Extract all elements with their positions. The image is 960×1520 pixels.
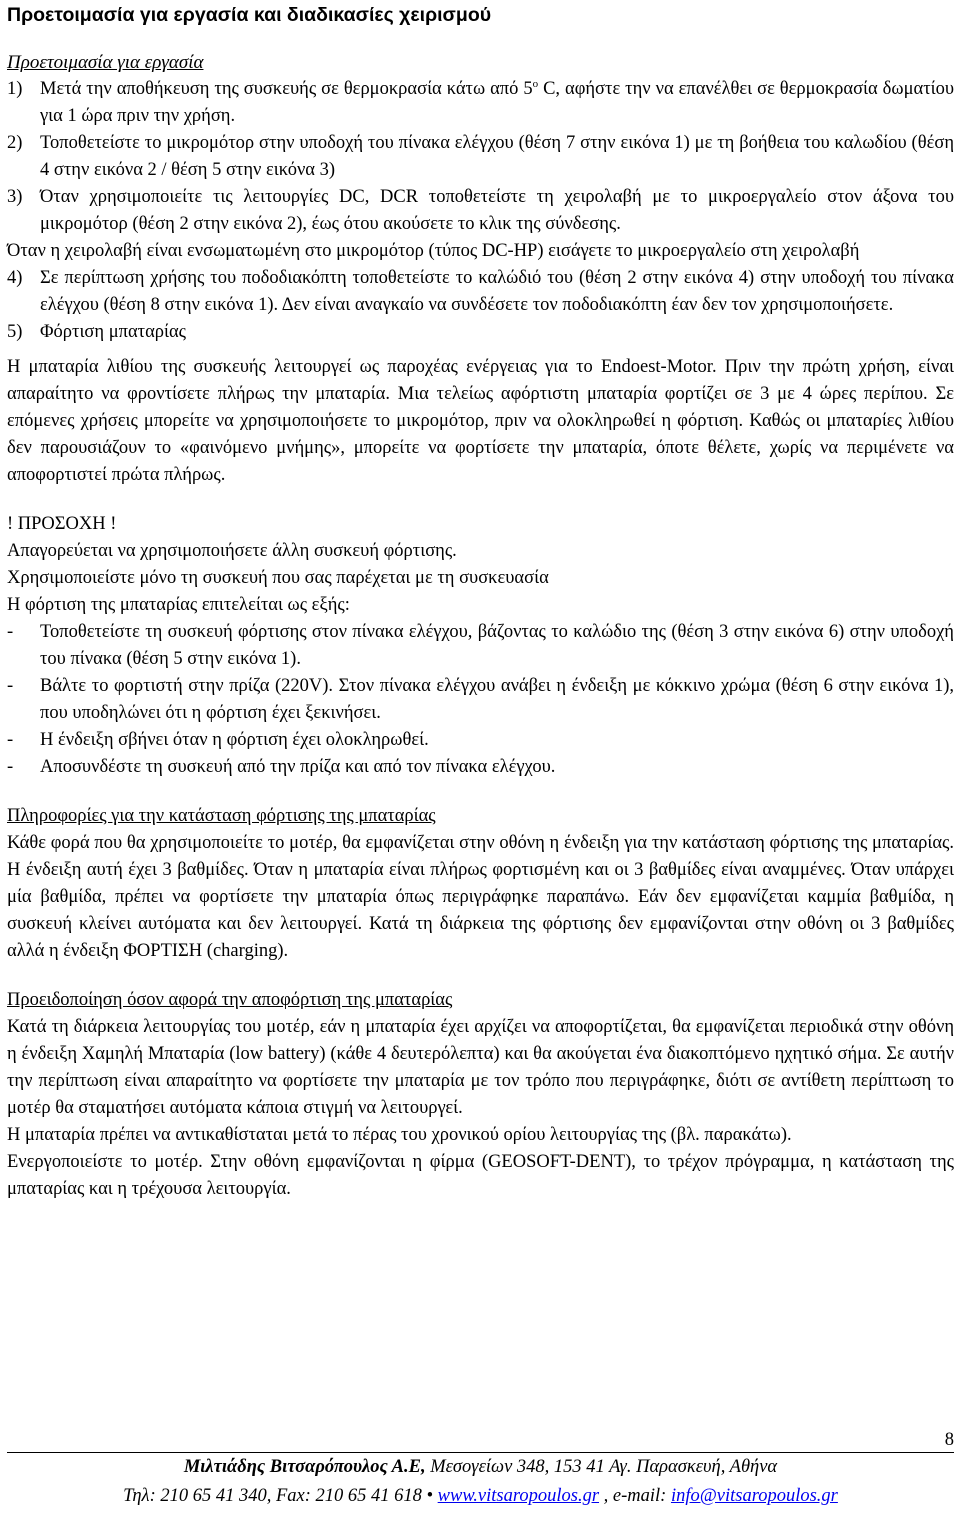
- battery-status-heading: Πληροφορίες για την κατάσταση φόρτισης της μπαταρίας: [7, 806, 436, 826]
- section-heading-preparation: Προετοιμασία για εργασία: [7, 52, 204, 73]
- list-item: [7, 130, 954, 184]
- list-item: [7, 673, 954, 727]
- battery-paragraph: Η μπαταρία λιθίου της συσκευής λειτουργεί ως παροχέας ενέργειας για το Endoest-Motor. Πριν την πρώτη χρήση, είναι απαραίτητο να φροντίσετε πλήρως την μπαταρία. Μια τελείως αφόρτιστη μπαταρία φορτίζει σε 3 με 4 ώρες περίπου. Σε επόμενες χρήσεις μπορείτε να χρησιμοποιήσετε το μικρομότορ, πριν να ολοκληρωθεί η φόρτιση. Καθώς οι μπαταρίες λιθίου δεν παρουσιάζουν το «φαινόμενο μνήμης», μπορείτε να φορτίσετε την μπαταρία, όποτε θέλετε, χωρίς να περιμένετε να αποφορτιστεί πρώτα πλήρως.: [7, 357, 954, 485]
- list-item-text: Φόρτιση μπαταρίας: [40, 322, 186, 342]
- page-number: 8: [944, 1430, 954, 1450]
- battery-status-text: Κάθε φορά που θα χρησιμοποιείτε το μοτέρ, θα εμφανίζεται στην οθόνη η ένδειξη για την κατάσταση φόρτισης της μπαταρίας. Η ένδειξη αυτή έχει 3 βαθμίδες. Όταν η μπαταρία είναι πλήρως φορτισμένη και οι 3 βαθμίδες είναι αναμμένες. Όταν υπάρχει μία βαθμίδα, πρέπει να φορτίσετε την μπαταρία όπως περιγράφηκε παραπάνω. Εάν δεν εμφανίζεται καμμία βαθμίδα, η συσκευή κλείνει αυτόματα και δεν λειτουργεί. Κατά τη διάρκεια της φόρτισης δεν εμφανίζονται στην οθόνη οι 3 βαθμίδες αλλά η ένδειξη ΦΟΡΤΙΣΗ (charging).: [7, 833, 954, 961]
- email-label: , e-mail:: [599, 1486, 671, 1506]
- list-number: 3): [7, 187, 23, 207]
- list-item: [7, 76, 954, 130]
- preparation-list: [7, 76, 954, 238]
- list-item: [7, 754, 954, 781]
- company-address: Μεσογείων 348, 153 41 Αγ. Παρασκευή, Αθήνα: [425, 1457, 778, 1477]
- preparation-list-continued: [7, 265, 954, 346]
- list-item-text: Η ένδειξη σβήνει όταν η φόρτιση έχει ολοκληρωθεί.: [40, 730, 429, 750]
- list-number: 1): [7, 79, 23, 99]
- warning-line: Χρησιμοποιείστε μόνο τη συσκευή που σας παρέχεται με τη συσκευασία: [7, 568, 549, 588]
- charging-steps: [7, 619, 954, 781]
- list-number: 4): [7, 268, 23, 288]
- warning-heading: ! ΠΡΟΣΟΧΗ !: [7, 514, 117, 534]
- contact-phone-fax: Τηλ: 210 65 41 340, Fax: 210 65 41 618 •: [123, 1486, 438, 1506]
- list-item-text: Όταν χρησιμοποιείτε τις λειτουργίες DC, DCR τοποθετείστε τη χειρολαβή με το μικροεργαλείο στον άξονα του μικρομότορ (θέση 2 στην εικόνα 2), έως ότου ακούσετε το κλικ της σύνδεσης.: [40, 187, 954, 234]
- footer-company-line: [7, 1453, 954, 1482]
- warning-line: Η φόρτιση της μπαταρίας επιτελείται ως εξής:: [7, 595, 350, 615]
- footer-contact-line: [7, 1482, 954, 1511]
- dash-marker: -: [7, 730, 14, 750]
- dash-marker: -: [7, 622, 14, 642]
- page-title: Προετοιμασία για εργασία και διαδικασίες χειρισμού: [7, 4, 492, 26]
- list-item-text: Αποσυνδέστε τη συσκευή από την πρίζα και από τον πίνακα ελέγχου.: [40, 757, 556, 777]
- email-link[interactable]: info@vitsaropoulos.gr: [670, 1486, 838, 1506]
- dc-hp-note: Όταν η χειρολαβή είναι ενσωματωμένη στο μικρομότορ (τύπος DC-HP) εισάγετε το μικροεργαλείο στη χειρολαβή: [7, 241, 860, 261]
- warning-line: Απαγορεύεται να χρησιμοποιήσετε άλλη συσκευή φόρτισης.: [7, 541, 457, 561]
- dash-marker: -: [7, 676, 14, 696]
- list-number: 2): [7, 133, 23, 153]
- discharge-warning-text: Κατά τη διάρκεια λειτουργίας του μοτέρ, εάν η μπαταρία έχει αρχίζει να αποφορτίζεται, θα εμφανίζεται περιοδικά στην οθόνη η ένδειξη Χαμηλή Μπαταρία (low battery) (κάθε 4 δευτερόλεπτα) και θα ακούγεται ένα διακοπτόμενο ηχητικό σήμα. Σε αυτήν την περίπτωση είναι απαραίτητο να φορτίσετε την μπαταρία με τον τρόπο που περιγράφηκε, διότι σε αντίθετη περίπτωση το μοτέρ θα σταματήσει αυτόματα κάποια στιγμή να λειτουργεί.: [7, 1017, 954, 1118]
- list-item-text: Μετά την αποθήκευση της συσκευής σε θερμοκρασία κάτω από $5^o$ C, αφήστε την να επανέλθει σε θερμοκρασία δωματίου για 1 ώρα πριν την χρήση.: [40, 77, 955, 126]
- discharge-warning-heading: Προειδοποίηση όσον αφορά την αποφόρτιση της μπαταρίας: [7, 990, 453, 1010]
- discharge-warning-line: Η μπαταρία πρέπει να αντικαθίσταται μετά το πέρας του χρονικού ορίου λειτουργίας της (βλ. παρακάτω).: [7, 1125, 792, 1145]
- list-item-text: Βάλτε το φορτιστή στην πρίζα (220V). Στον πίνακα ελέγχου ανάβει η ένδειξη με κόκκινο χρώμα (θέση 6 στην εικόνα 1), που υποδηλώνει ότι η φόρτιση έχει ξεκινήσει.: [40, 676, 954, 723]
- dash-marker: -: [7, 757, 14, 777]
- list-item: [7, 319, 954, 346]
- website-link[interactable]: www.vitsaropoulos.gr: [437, 1486, 600, 1506]
- list-item: [7, 265, 954, 319]
- company-name: Μιλτιάδης Βιτσαρόπουλος Α.Ε,: [183, 1457, 426, 1477]
- list-item-text: Τοποθετείστε τη συσκευή φόρτισης στον πίνακα ελέγχου, βάζοντας το καλώδιο της (θέση 3 στην εικόνα 6) στην υποδοχή του πίνακα (θέση 5 στην εικόνα 1).: [40, 622, 954, 669]
- list-item: [7, 619, 954, 673]
- discharge-warning-line: Ενεργοποιείστε το μοτέρ. Στην οθόνη εμφανίζονται η φίρμα (GEOSOFT-DENT), το τρέχον πρόγραμμα, η κατάσταση της μπαταρίας και η τρέχουσα λειτουργία.: [7, 1152, 954, 1199]
- list-item-text: Σε περίπτωση χρήσης του ποδοδιακόπτη τοποθετείστε το καλώδιό του (θέση 2 στην εικόνα 4) στην υποδοχή του πίνακα ελέγχου (θέση 8 στην εικόνα 1). Δεν είναι αναγκαίο να συνδέσετε τον ποδοδιακόπτη έαν δεν τον χρησιμοποιήσετε.: [40, 268, 954, 315]
- list-number: 5): [7, 322, 23, 342]
- list-item: [7, 727, 954, 754]
- list-item-text: Τοποθετείστε το μικρομότορ στην υποδοχή του πίνακα ελέγχου (θέση 7 στην εικόνα 1) με τη βοήθεια του καλωδίου (θέση 4 στην εικόνα 2 / θέση 5 στην εικόνα 3): [40, 133, 954, 180]
- list-item: [7, 184, 954, 238]
- page-footer: [7, 1430, 954, 1511]
